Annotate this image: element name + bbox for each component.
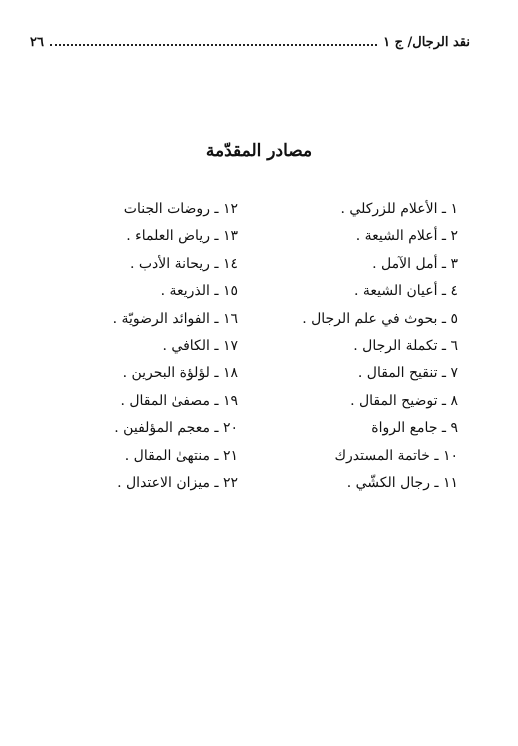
source-item: ١٢ ـ روضات الجنات xyxy=(123,201,238,217)
source-item: ٦ ـ تكملة الرجال . xyxy=(353,337,458,354)
source-item: ١٣ ـ رياض العلماء . xyxy=(126,228,238,245)
source-item: ٨ ـ توضيح المقال . xyxy=(350,392,458,409)
source-item: ٢١ ـ منتهىٰ المقال . xyxy=(124,447,238,464)
source-item: ٩ ـ جامع الرواة xyxy=(371,420,458,437)
source-item: ٢٠ ـ معجم المؤلفين . xyxy=(114,420,238,437)
running-head-title: نقد الرجال/ ج ١ xyxy=(383,34,470,50)
page-number: ٢٦ xyxy=(30,34,44,50)
source-item: ٤ ـ أعيان الشيعة . xyxy=(353,283,458,300)
sources-list-left xyxy=(58,198,238,499)
source-item: ١٠ ـ خاتمة المستدرك xyxy=(334,447,458,464)
running-header xyxy=(30,31,470,53)
source-item: ٥ ـ بحوث في علم الرجال . xyxy=(302,310,458,327)
source-item: ١٥ ـ الذريعة . xyxy=(160,283,238,300)
source-item: ٢ ـ أعلام الشيعة . xyxy=(355,228,458,245)
source-item: ١ ـ الأعلام للزركلي . xyxy=(340,201,458,217)
source-item: ٢٢ ـ ميزان الاعتدال . xyxy=(117,474,238,491)
source-item: ١٤ ـ ريحانة الأدب . xyxy=(129,255,238,272)
source-item: ١٦ ـ الفوائد الرضويّة . xyxy=(112,310,238,327)
source-item: ١٩ ـ مصفىٰ المقال . xyxy=(120,392,238,409)
section-heading: مصادر المقدّمة xyxy=(205,141,313,161)
source-item: ٣ ـ أمل الآمل . xyxy=(372,255,458,272)
source-item: ١١ ـ رجال الكشّي . xyxy=(346,474,458,491)
leader-dots xyxy=(50,44,377,46)
sources-list-right xyxy=(248,198,458,499)
source-item: ١٨ ـ لؤلؤة البحرين . xyxy=(122,365,238,382)
source-item: ٧ ـ تنقيح المقال . xyxy=(357,365,458,382)
source-item: ١٧ ـ الكافي . xyxy=(162,337,238,354)
